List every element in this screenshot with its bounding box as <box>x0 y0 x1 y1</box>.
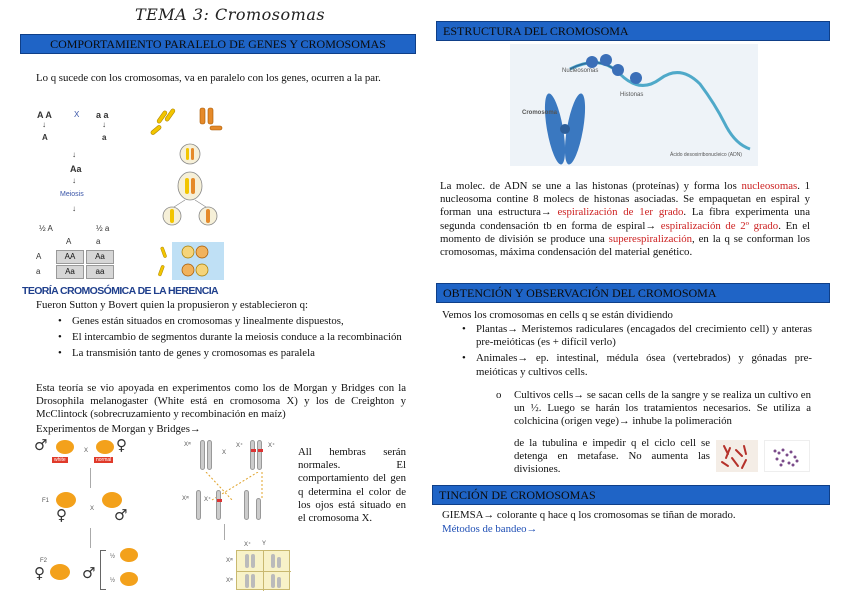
cross-x: X <box>222 450 227 456</box>
section-header-tincion: TINCIÓN DE CROMOSOMAS <box>432 485 830 505</box>
intro-text: Lo q sucede con los cromosomas, va en paralelo con los genes, ocurren a la par. <box>36 72 381 84</box>
cultures-text-b: de la tubulina e impedir q el ciclo cell se detenga en metafase. No aumenta las divisiones. <box>514 437 710 476</box>
chrom-label: X⁺ <box>268 443 276 449</box>
parent-aa: a a <box>96 110 109 120</box>
x-chromosome-diagram <box>182 438 292 594</box>
label-adn: Ácido desoxirribonucleico (ADN) <box>670 152 742 158</box>
meiosis-chromosome-illustration <box>150 104 230 282</box>
bullet-icon: • <box>462 352 466 365</box>
chromosome <box>244 490 249 520</box>
male-symbol-icon: ♂ <box>114 506 128 524</box>
f1-Aa: Aa <box>70 164 82 174</box>
connector-line <box>90 468 91 488</box>
cross-x: X <box>84 448 89 454</box>
punnett-square <box>236 550 290 590</box>
chrom-label: X⁺ <box>236 443 244 449</box>
chrom-label: X⁺ <box>204 497 212 503</box>
gamete-A: A <box>42 133 48 142</box>
female-symbol-icon: ♀ <box>116 436 127 454</box>
chrom-label: Xʷ <box>226 558 233 564</box>
male-symbol-icon: ♂ <box>34 436 48 454</box>
gamete-a: a <box>102 133 107 142</box>
chromosome-structure-figure <box>510 44 758 166</box>
col-a: a <box>96 237 101 246</box>
chrom-label: Xʷ <box>184 442 191 448</box>
bullet-icon: • <box>58 347 62 360</box>
structure-paragraph: La molec. de ADN se une a las histonas (proteínas) y forma los nucleosomas. 1 nucleosoma contine 8 molecs de histonas asociadas. Se empaquetan en espiral y forman una estructura→ espiralización de 1er grado. La fibra experimenta una segunda condensación tb en forma de espiral→ espiralización de 2º grado. En el momento de división se produce una superespiralización, en la q se conforman los cromosomas, máxima condensación del material genético. <box>440 180 810 259</box>
normal-label: normal <box>96 457 112 463</box>
male-symbol-icon: ♂ <box>82 564 96 582</box>
morgan-fly-cross <box>34 438 174 593</box>
female-symbol-icon: ♀ <box>56 506 67 524</box>
arrow-down-icon: ↓ <box>72 150 76 159</box>
cross-x: X <box>90 506 95 512</box>
chromosome-spread-icon <box>765 441 811 473</box>
side-note: All hembras serán normales. El comportamiento del gen q determina el color de los ojos está situado en el cromosoma X. <box>298 446 406 525</box>
col-A: A <box>66 237 72 246</box>
morgan-label: Experimentos de Morgan y Bridges→ <box>36 423 201 435</box>
label-nucleosomas: Nucleosomas <box>562 68 599 74</box>
row-a: a <box>36 267 41 276</box>
list-item: • Genes están situados en cromosomas y linealmente dispuestos, <box>58 315 344 327</box>
chrom-label: Xʷ <box>226 578 233 584</box>
mendel-cross-diagram <box>34 106 154 286</box>
support-text: Esta teoría se vio apoyada en experimentos como los de Morgan y Bridges con la Drosophila melanogaster (White está en cromosoma X) y los de Creighton y McClintock (sobrecruzamiento y recombinación en maíz) <box>36 382 406 421</box>
chromosome <box>200 440 205 470</box>
chromosome <box>250 440 255 470</box>
arrow-down-icon: ↓ <box>72 176 76 185</box>
theory-intro: Fueron Sutton y Bovert quien la propusieron y establecieron q: <box>36 299 308 311</box>
connector-line <box>224 524 225 540</box>
karyotype-photo-1 <box>716 440 758 472</box>
fly-icon <box>50 564 70 580</box>
arrow-down-icon: ↓ <box>42 120 46 129</box>
fly-icon <box>96 440 114 454</box>
obtain-list <box>462 323 812 379</box>
row-A: A <box>36 252 42 261</box>
list-item: • Plantas→ Meristemos radiculares (encagados del crecimiento cell) y anteras pre-meióticas (es + difícil verlo) <box>462 323 812 349</box>
female-symbol-icon: ♀ <box>34 564 45 582</box>
chrom-label: Xʷ <box>182 496 189 502</box>
arrow-down-icon: ↓ <box>72 204 76 213</box>
list-item: • La transmisión tanto de genes y cromosomas es paralela <box>58 347 315 360</box>
fly-icon <box>120 572 138 586</box>
parent-AA: A A <box>37 110 52 120</box>
chrom-label: Y <box>262 541 267 547</box>
bullet-icon: • <box>58 315 62 327</box>
giemsa-text: GIEMSA→ colorante q hace q los cromosomas se tiñan de morado. <box>442 509 736 521</box>
chromosome <box>207 440 212 470</box>
bullet-icon: • <box>58 331 62 344</box>
f2-label: F2 <box>40 558 48 564</box>
chromosome <box>216 490 221 520</box>
half-a: ½ a <box>96 224 110 233</box>
f1-label: F1 <box>42 498 50 504</box>
list-item: • El intercambio de segmentos durante la meiosis conduce a la recombinación <box>58 331 402 344</box>
chromosome-spread-icon <box>716 440 758 472</box>
chromosome <box>257 440 262 470</box>
half-label: ½ <box>110 578 116 584</box>
label-cromosoma: Cromosoma <box>522 110 558 116</box>
theory-heading: TEORÍA CROMOSÓMICA DE LA HERENCIA <box>22 285 219 297</box>
cultures-text-a: o Cultivos cells→ se sacan cells de la sangre y se realiza un cultivo en un ½. Luego se harán los tratamientos necesarios. Se utiliza a colchicina (origen vege)→ inhube la polimeración <box>496 389 811 428</box>
half-A: ½ A <box>39 224 53 233</box>
fly-icon <box>56 440 74 454</box>
connector-line <box>90 528 91 548</box>
obtain-intro: Vemos los cromosomas en cells q se están dividiendo <box>442 309 673 321</box>
label-histonas: Histonas <box>620 92 644 98</box>
section-header-estructura: ESTRUCTURA DEL CROMOSOMA <box>436 21 830 41</box>
page-title: TEMA 3: Cromosomas <box>134 5 326 24</box>
punnett-cell: Aa <box>56 265 84 279</box>
cross-x: X <box>74 110 80 119</box>
bracket <box>100 550 106 590</box>
chromosome <box>256 498 261 520</box>
bullet-icon: • <box>462 323 466 335</box>
theory-bullets <box>58 315 406 361</box>
banding-methods-text: Métodos de bandeo→ <box>442 523 538 535</box>
punnett-cell: aa <box>86 265 114 279</box>
chrom-label: X⁺ <box>244 542 252 548</box>
section-header-paralelo: COMPORTAMIENTO PARALELO DE GENES Y CROMOSOMAS <box>20 34 416 54</box>
chromosome <box>196 490 201 520</box>
fly-icon <box>120 548 138 562</box>
punnett-cell: Aa <box>86 250 114 264</box>
circle-bullet-icon: o <box>496 389 502 401</box>
list-item: • Animales→ ep. intestinal, médula ósea (vertebrados) y gónadas pre-meióticas y cultivos cells. <box>462 352 812 378</box>
arrow-down-icon: ↓ <box>102 120 106 129</box>
half-label: ½ <box>110 554 116 560</box>
section-header-obtencion: OBTENCIÓN Y OBSERVACIÓN DEL CROMOSOMA <box>436 283 830 303</box>
meiosis-label: Meiosis <box>60 191 84 198</box>
white-label: white <box>54 457 66 463</box>
punnett-cell: AA <box>56 250 84 264</box>
karyotype-photo-2 <box>764 440 810 472</box>
dna-chromosome-illustration <box>510 44 758 166</box>
